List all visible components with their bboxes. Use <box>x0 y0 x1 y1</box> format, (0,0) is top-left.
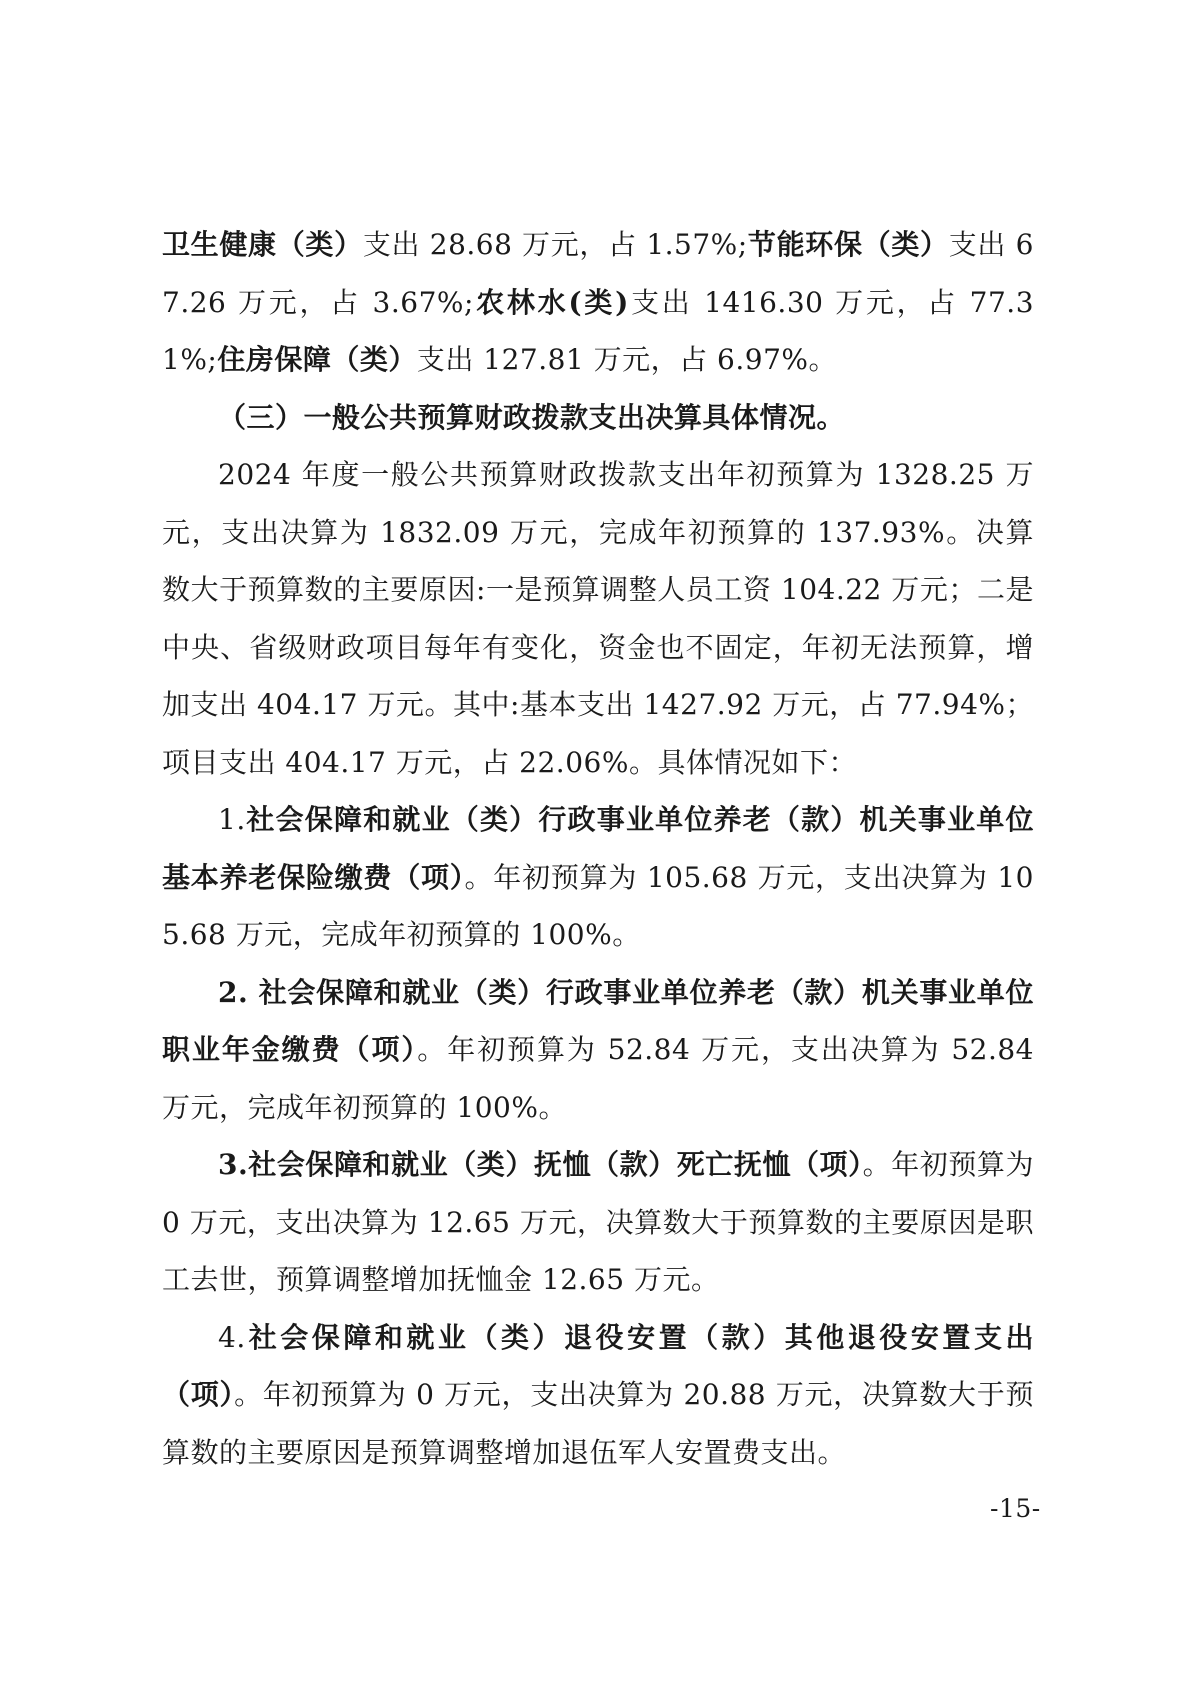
item-title: 社会保障和就业（类）行政事业单位养老（款）机关事业单位基本养老保险缴费（项） <box>162 803 1034 894</box>
item-body: 。年初预算为 0 万元，支出决算为 20.88 万元，决算数大于预算数的主要原因是预算调整增加退伍军人安置费支出。 <box>162 1378 1034 1469</box>
item-title: 社会保障和就业（类）退役安置（款）其他退役安置支出（项） <box>162 1320 1034 1411</box>
item-title: 社会保障和就业（类）抚恤（款）死亡抚恤（项） <box>248 1148 863 1181</box>
item-number: 2. <box>218 975 259 1009</box>
detail-item-1 <box>162 791 1034 964</box>
item-number: 3. <box>218 1148 249 1181</box>
page-number: -15- <box>990 1494 1041 1523</box>
item-number: 1. <box>218 803 246 836</box>
category-label-environment: 节能环保（类） <box>747 228 949 261</box>
category-label-housing: 住房保障（类） <box>217 343 417 376</box>
page-body <box>162 216 1034 1481</box>
item-body: 。年初预算为 105.68 万元，支出决算为 105.68 万元，完成年初预算的 100%。 <box>162 860 1034 951</box>
item-number: 4. <box>218 1320 246 1354</box>
detail-item-2 <box>162 964 1034 1137</box>
category-text-health: 支出 28.68 万元，占 1.57%; <box>362 228 748 261</box>
category-expenditure-paragraph <box>162 216 1034 389</box>
item-body: 。年初预算为 0 万元，支出决算为 12.65 万元，决算数大于预算数的主要原因是职工去世，预算调整增加抚恤金 12.65 万元。 <box>162 1148 1034 1296</box>
category-text-housing: 支出 127.81 万元，占 6.97%。 <box>416 343 837 376</box>
section-heading: （三）一般公共预算财政拨款支出决算具体情况。 <box>218 400 846 434</box>
item-title: 社会保障和就业（类）行政事业单位养老（款）机关事业单位职业年金缴费（项） <box>162 975 1034 1066</box>
category-text-agriculture: 支出 1416.30 万元，占 77.31%; <box>162 285 1035 376</box>
budget-summary-paragraph: 2024 年度一般公共预算财政拨款支出年初预算为 1328.25 万元，支出决算为 1832.09 万元，完成年初预算的 137.93%。决算数大于预算数的主要原因:一是预算调整人员工资 104.22 万元；二是中央、省级财政项目每年有变化，资金也不固定，年初无法预算，增加支出 404.17 万元。其中:基本支出 1427.92 万元，占 77.94%；项目支出 404.17 万元，占 22.06%。具体情况如下： <box>162 458 1034 779</box>
item-body: 。年初预算为 52.84 万元，支出决算为 52.84 万元，完成年初预算的 100%。 <box>162 1033 1034 1124</box>
category-text-environment: 支出 67.26 万元，占 3.67%; <box>162 228 1034 319</box>
category-label-health: 卫生健康（类） <box>162 228 363 261</box>
detail-item-4 <box>162 1309 1034 1482</box>
detail-item-3 <box>162 1136 1034 1309</box>
category-label-agriculture: 农林水(类) <box>473 285 629 319</box>
